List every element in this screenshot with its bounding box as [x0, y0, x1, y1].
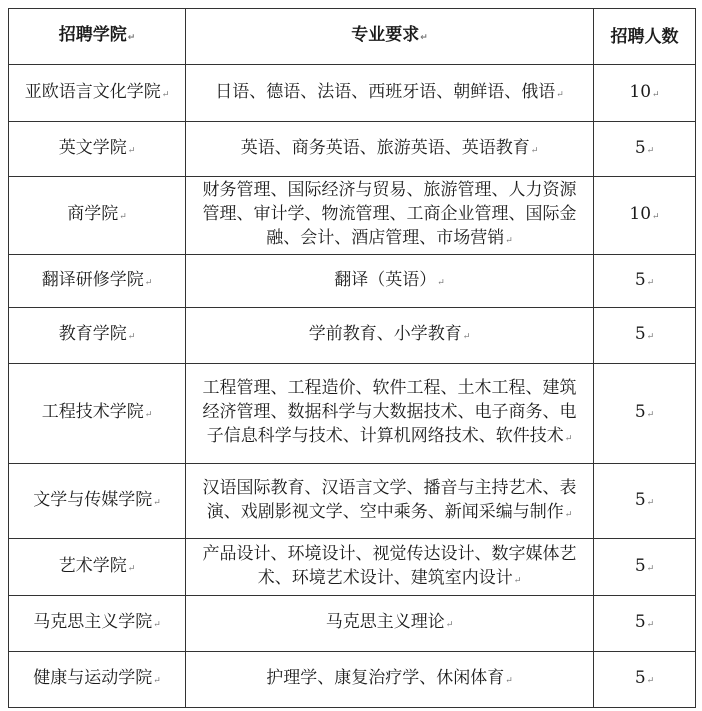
table-row [9, 596, 696, 652]
table-header-row [9, 9, 696, 65]
count-cell: 10 ↵ [594, 177, 696, 255]
college-cell: 翻译研修学院 ↵ [9, 255, 186, 308]
majors-cell: 翻译（英语） ↵ [186, 255, 594, 308]
majors-cell: 英语、商务英语、旅游英语、英语教育 ↵ [186, 122, 594, 177]
count-cell: 5 ↵ [594, 255, 696, 308]
count-cell: 5 ↵ [594, 308, 696, 364]
table-row [9, 177, 696, 255]
count-cell: 5 ↵ [594, 652, 696, 708]
table-row [9, 364, 696, 464]
table-row [9, 539, 696, 596]
header-college: 招聘学院 ↵ [9, 9, 186, 65]
majors-cell: 汉语国际教育、汉语言文学、播音与主持艺术、表演、戏剧影视文学、空中乘务、新闻采编与制作 ↵ [186, 464, 594, 539]
table-row [9, 122, 696, 177]
college-cell: 亚欧语言文化学院 ↵ [9, 65, 186, 122]
majors-cell: 学前教育、小学教育 ↵ [186, 308, 594, 364]
recruitment-table [8, 8, 696, 708]
count-cell: 5 ↵ [594, 596, 696, 652]
count-cell: 5 ↵ [594, 464, 696, 539]
header-majors: 专业要求 ↵ [186, 9, 594, 65]
college-cell: 工程技术学院 ↵ [9, 364, 186, 464]
college-cell: 健康与运动学院 ↵ [9, 652, 186, 708]
count-cell: 10 ↵ [594, 65, 696, 122]
majors-cell: 护理学、康复治疗学、休闲体育 ↵ [186, 652, 594, 708]
majors-cell: 日语、德语、法语、西班牙语、朝鲜语、俄语 ↵ [186, 65, 594, 122]
college-cell: 艺术学院 ↵ [9, 539, 186, 596]
college-cell: 文学与传媒学院 ↵ [9, 464, 186, 539]
count-cell: 5 ↵ [594, 539, 696, 596]
majors-cell: 工程管理、工程造价、软件工程、土木工程、建筑经济管理、数据科学与大数据技术、电子商务、电子信息科学与技术、计算机网络技术、软件技术 ↵ [186, 364, 594, 464]
table-row [9, 652, 696, 708]
college-cell: 商学院 ↵ [9, 177, 186, 255]
college-cell: 马克思主义学院 ↵ [9, 596, 186, 652]
header-count: 招聘人数 [594, 9, 696, 65]
table-row [9, 308, 696, 364]
table-row [9, 464, 696, 539]
majors-cell: 产品设计、环境设计、视觉传达设计、数字媒体艺术、环境艺术设计、建筑室内设计 ↵ [186, 539, 594, 596]
table-row [9, 65, 696, 122]
table-row [9, 255, 696, 308]
count-cell: 5 ↵ [594, 364, 696, 464]
college-cell: 英文学院 ↵ [9, 122, 186, 177]
count-cell: 5 ↵ [594, 122, 696, 177]
majors-cell: 马克思主义理论 ↵ [186, 596, 594, 652]
majors-cell: 财务管理、国际经济与贸易、旅游管理、人力资源管理、审计学、物流管理、工商企业管理、国际金融、会计、酒店管理、市场营销 ↵ [186, 177, 594, 255]
college-cell: 教育学院 ↵ [9, 308, 186, 364]
